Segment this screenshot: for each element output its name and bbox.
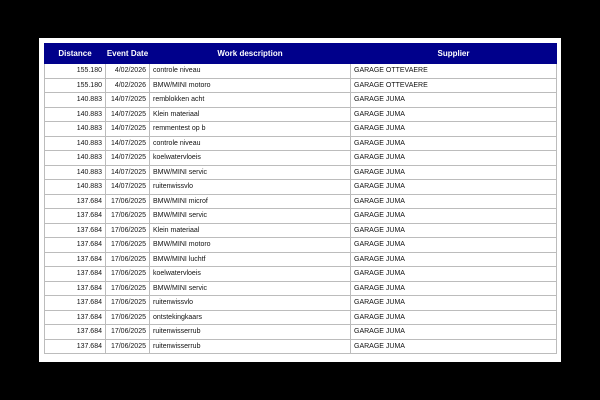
cell-work-description: ruitenwisserrub xyxy=(150,339,351,354)
cell-event-date: 17/06/2025 xyxy=(106,296,150,311)
cell-work-description: controle niveau xyxy=(150,64,351,79)
cell-event-date: 14/07/2025 xyxy=(106,151,150,166)
cell-event-date: 17/06/2025 xyxy=(106,281,150,296)
cell-distance: 137.684 xyxy=(45,209,106,224)
table-row[interactable] xyxy=(45,281,557,296)
cell-work-description: Klein materiaal xyxy=(150,107,351,122)
table-row[interactable] xyxy=(45,64,557,79)
cell-work-description: ruitenwisserrub xyxy=(150,325,351,340)
table-row[interactable] xyxy=(45,107,557,122)
cell-distance: 140.883 xyxy=(45,93,106,108)
table-row[interactable] xyxy=(45,194,557,209)
cell-work-description: Klein materiaal xyxy=(150,223,351,238)
cell-distance: 155.180 xyxy=(45,64,106,79)
table-row[interactable] xyxy=(45,180,557,195)
cell-supplier: GARAGE JUMA xyxy=(351,296,557,311)
table-row[interactable] xyxy=(45,252,557,267)
header-row xyxy=(45,44,557,64)
cell-event-date: 17/06/2025 xyxy=(106,325,150,340)
header-work-description[interactable]: Work description xyxy=(150,44,351,64)
cell-supplier: GARAGE JUMA xyxy=(351,165,557,180)
cell-distance: 137.684 xyxy=(45,325,106,340)
cell-event-date: 14/07/2025 xyxy=(106,165,150,180)
table-row[interactable] xyxy=(45,165,557,180)
cell-supplier: GARAGE JUMA xyxy=(351,223,557,238)
cell-work-description: koelwatervloeis xyxy=(150,267,351,282)
cell-supplier: GARAGE JUMA xyxy=(351,325,557,340)
cell-work-description: koelwatervloeis xyxy=(150,151,351,166)
header-supplier[interactable]: Supplier xyxy=(351,44,557,64)
cell-event-date: 17/06/2025 xyxy=(106,267,150,282)
cell-distance: 140.883 xyxy=(45,122,106,137)
cell-event-date: 14/07/2025 xyxy=(106,136,150,151)
cell-supplier: GARAGE JUMA xyxy=(351,122,557,137)
cell-supplier: GARAGE JUMA xyxy=(351,281,557,296)
cell-event-date: 17/06/2025 xyxy=(106,238,150,253)
cell-work-description: BMW/MINI servic xyxy=(150,209,351,224)
cell-work-description: BMW/MINI servic xyxy=(150,281,351,296)
cell-supplier: GARAGE JUMA xyxy=(351,180,557,195)
cell-work-description: BMW/MINI motoro xyxy=(150,238,351,253)
cell-event-date: 4/02/2026 xyxy=(106,64,150,79)
cell-supplier: GARAGE JUMA xyxy=(351,209,557,224)
cell-work-description: ontstekingkaars xyxy=(150,310,351,325)
cell-supplier: GARAGE JUMA xyxy=(351,136,557,151)
cell-distance: 137.684 xyxy=(45,194,106,209)
cell-distance: 140.883 xyxy=(45,107,106,122)
table-row[interactable] xyxy=(45,223,557,238)
cell-event-date: 4/02/2026 xyxy=(106,78,150,93)
table-row[interactable] xyxy=(45,325,557,340)
header-distance[interactable]: Distance xyxy=(45,44,106,64)
cell-work-description: remmentest op b xyxy=(150,122,351,137)
cell-distance: 137.684 xyxy=(45,267,106,282)
cell-event-date: 17/06/2025 xyxy=(106,194,150,209)
cell-event-date: 14/07/2025 xyxy=(106,107,150,122)
cell-distance: 140.883 xyxy=(45,165,106,180)
table-row[interactable] xyxy=(45,339,557,354)
table-row[interactable] xyxy=(45,296,557,311)
cell-event-date: 14/07/2025 xyxy=(106,93,150,108)
cell-supplier: GARAGE JUMA xyxy=(351,339,557,354)
header-event-date[interactable]: Event Date xyxy=(106,44,150,64)
cell-event-date: 17/06/2025 xyxy=(106,252,150,267)
cell-distance: 137.684 xyxy=(45,252,106,267)
cell-event-date: 17/06/2025 xyxy=(106,209,150,224)
table-header xyxy=(45,44,557,64)
cell-supplier: GARAGE JUMA xyxy=(351,194,557,209)
cell-event-date: 14/07/2025 xyxy=(106,122,150,137)
cell-supplier: GARAGE JUMA xyxy=(351,107,557,122)
cell-distance: 137.684 xyxy=(45,339,106,354)
table-row[interactable] xyxy=(45,209,557,224)
table-body xyxy=(45,64,557,354)
table-row[interactable] xyxy=(45,136,557,151)
cell-supplier: GARAGE JUMA xyxy=(351,252,557,267)
cell-distance: 140.883 xyxy=(45,136,106,151)
table-row[interactable] xyxy=(45,78,557,93)
cell-work-description: ruitenwissvlo xyxy=(150,296,351,311)
cell-work-description: BMW/MINI motoro xyxy=(150,78,351,93)
cell-supplier: GARAGE OTTEVAERE xyxy=(351,78,557,93)
cell-work-description: ruitenwissvlo xyxy=(150,180,351,195)
cell-work-description: remblokken acht xyxy=(150,93,351,108)
table-row[interactable] xyxy=(45,151,557,166)
cell-distance: 137.684 xyxy=(45,238,106,253)
cell-event-date: 17/06/2025 xyxy=(106,310,150,325)
maintenance-history-panel xyxy=(39,38,561,362)
table-row[interactable] xyxy=(45,93,557,108)
cell-distance: 155.180 xyxy=(45,78,106,93)
cell-supplier: GARAGE JUMA xyxy=(351,93,557,108)
cell-work-description: BMW/MINI microf xyxy=(150,194,351,209)
cell-distance: 137.684 xyxy=(45,310,106,325)
cell-event-date: 17/06/2025 xyxy=(106,339,150,354)
maintenance-table xyxy=(44,43,557,354)
cell-distance: 140.883 xyxy=(45,180,106,195)
table-row[interactable] xyxy=(45,267,557,282)
cell-distance: 140.883 xyxy=(45,151,106,166)
cell-distance: 137.684 xyxy=(45,281,106,296)
table-row[interactable] xyxy=(45,122,557,137)
cell-distance: 137.684 xyxy=(45,223,106,238)
cell-supplier: GARAGE JUMA xyxy=(351,151,557,166)
cell-work-description: controle niveau xyxy=(150,136,351,151)
cell-work-description: BMW/MINI luchtf xyxy=(150,252,351,267)
cell-event-date: 14/07/2025 xyxy=(106,180,150,195)
cell-supplier: GARAGE JUMA xyxy=(351,238,557,253)
cell-event-date: 17/06/2025 xyxy=(106,223,150,238)
table-row[interactable] xyxy=(45,238,557,253)
cell-distance: 137.684 xyxy=(45,296,106,311)
cell-supplier: GARAGE JUMA xyxy=(351,267,557,282)
table-row[interactable] xyxy=(45,310,557,325)
cell-work-description: BMW/MINI servic xyxy=(150,165,351,180)
cell-supplier: GARAGE JUMA xyxy=(351,310,557,325)
cell-supplier: GARAGE OTTEVAERE xyxy=(351,64,557,79)
